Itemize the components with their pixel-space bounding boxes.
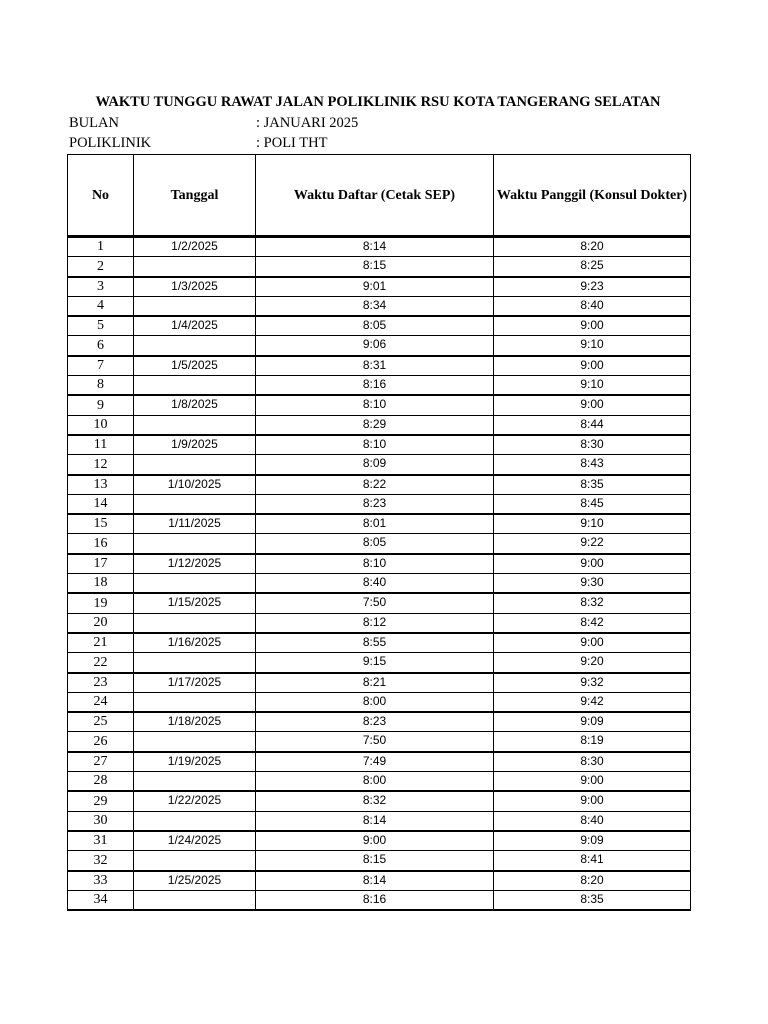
cell-tanggal: 1/2/2025 bbox=[134, 237, 256, 257]
cell-tanggal: 1/12/2025 bbox=[134, 554, 256, 574]
cell-tanggal: 1/5/2025 bbox=[134, 356, 256, 376]
cell-no: 8 bbox=[68, 376, 134, 396]
cell-waktu-daftar: 8:14 bbox=[256, 811, 494, 831]
cell-waktu-daftar: 8:32 bbox=[256, 791, 494, 811]
table-row bbox=[68, 772, 691, 792]
cell-waktu-daftar: 8:21 bbox=[256, 673, 494, 693]
table-row bbox=[68, 277, 691, 297]
cell-tanggal: 1/10/2025 bbox=[134, 475, 256, 495]
table-row bbox=[68, 732, 691, 752]
cell-waktu-daftar: 8:05 bbox=[256, 316, 494, 336]
cell-waktu-daftar: 9:15 bbox=[256, 653, 494, 673]
cell-waktu-daftar: 8:34 bbox=[256, 296, 494, 316]
cell-no: 11 bbox=[68, 435, 134, 455]
cell-waktu-daftar: 8:16 bbox=[256, 890, 494, 910]
cell-waktu-panggil: 8:35 bbox=[494, 475, 691, 495]
cell-tanggal bbox=[134, 772, 256, 792]
cell-waktu-panggil: 8:30 bbox=[494, 752, 691, 772]
cell-tanggal bbox=[134, 376, 256, 396]
cell-tanggal: 1/22/2025 bbox=[134, 791, 256, 811]
cell-tanggal: 1/17/2025 bbox=[134, 673, 256, 693]
cell-waktu-panggil: 8:32 bbox=[494, 593, 691, 613]
table-row bbox=[68, 435, 691, 455]
cell-waktu-daftar: 8:14 bbox=[256, 871, 494, 891]
cell-tanggal: 1/9/2025 bbox=[134, 435, 256, 455]
table-row bbox=[68, 336, 691, 356]
cell-waktu-panggil: 8:19 bbox=[494, 732, 691, 752]
cell-waktu-panggil: 8:20 bbox=[494, 237, 691, 257]
cell-waktu-panggil: 9:00 bbox=[494, 791, 691, 811]
cell-waktu-daftar: 8:01 bbox=[256, 514, 494, 534]
cell-waktu-daftar: 7:50 bbox=[256, 593, 494, 613]
cell-no: 12 bbox=[68, 455, 134, 475]
cell-waktu-daftar: 7:50 bbox=[256, 732, 494, 752]
cell-tanggal: 1/11/2025 bbox=[134, 514, 256, 534]
cell-no: 6 bbox=[68, 336, 134, 356]
cell-waktu-daftar: 8:40 bbox=[256, 574, 494, 594]
cell-no: 19 bbox=[68, 593, 134, 613]
document-title: WAKTU TUNGGU RAWAT JALAN POLIKLINIK RSU KOTA TANGERANG SELATAN bbox=[95, 94, 661, 110]
cell-tanggal bbox=[134, 653, 256, 673]
cell-waktu-panggil: 9:00 bbox=[494, 395, 691, 415]
cell-no: 18 bbox=[68, 574, 134, 594]
cell-tanggal: 1/16/2025 bbox=[134, 633, 256, 653]
cell-waktu-panggil: 8:45 bbox=[494, 494, 691, 514]
cell-waktu-panggil: 9:10 bbox=[494, 514, 691, 534]
cell-tanggal: 1/25/2025 bbox=[134, 871, 256, 891]
cell-waktu-daftar: 9:06 bbox=[256, 336, 494, 356]
table-row bbox=[68, 376, 691, 396]
cell-waktu-daftar: 8:10 bbox=[256, 554, 494, 574]
cell-tanggal bbox=[134, 732, 256, 752]
table-body bbox=[68, 237, 691, 911]
cell-waktu-daftar: 8:00 bbox=[256, 692, 494, 712]
cell-no: 15 bbox=[68, 514, 134, 534]
cell-waktu-daftar: 8:55 bbox=[256, 633, 494, 653]
table-row bbox=[68, 455, 691, 475]
cell-no: 24 bbox=[68, 692, 134, 712]
cell-no: 10 bbox=[68, 415, 134, 435]
cell-waktu-panggil: 9:00 bbox=[494, 772, 691, 792]
cell-tanggal: 1/8/2025 bbox=[134, 395, 256, 415]
cell-waktu-daftar: 8:15 bbox=[256, 257, 494, 277]
cell-no: 16 bbox=[68, 534, 134, 554]
table-row bbox=[68, 475, 691, 495]
cell-tanggal bbox=[134, 534, 256, 554]
cell-waktu-daftar: 8:05 bbox=[256, 534, 494, 554]
cell-no: 32 bbox=[68, 851, 134, 871]
cell-waktu-panggil: 9:00 bbox=[494, 356, 691, 376]
table-row bbox=[68, 593, 691, 613]
cell-tanggal: 1/15/2025 bbox=[134, 593, 256, 613]
bulan-label: BULAN bbox=[69, 115, 119, 131]
cell-waktu-panggil: 9:20 bbox=[494, 653, 691, 673]
poliklinik-label: POLIKLINIK bbox=[69, 135, 152, 151]
cell-waktu-daftar: 8:29 bbox=[256, 415, 494, 435]
cell-no: 2 bbox=[68, 257, 134, 277]
cell-tanggal: 1/3/2025 bbox=[134, 277, 256, 297]
table-row bbox=[68, 673, 691, 693]
cell-no: 23 bbox=[68, 673, 134, 693]
cell-no: 25 bbox=[68, 712, 134, 732]
cell-waktu-panggil: 8:20 bbox=[494, 871, 691, 891]
table-row bbox=[68, 692, 691, 712]
cell-tanggal bbox=[134, 811, 256, 831]
cell-waktu-daftar: 8:14 bbox=[256, 237, 494, 257]
cell-waktu-daftar: 8:22 bbox=[256, 475, 494, 495]
cell-tanggal: 1/24/2025 bbox=[134, 831, 256, 851]
table-header-row bbox=[68, 155, 691, 237]
cell-waktu-daftar: 9:00 bbox=[256, 831, 494, 851]
cell-waktu-daftar: 8:09 bbox=[256, 455, 494, 475]
cell-tanggal bbox=[134, 455, 256, 475]
cell-waktu-daftar: 8:00 bbox=[256, 772, 494, 792]
header-waktu-daftar: Waktu Daftar (Cetak SEP) bbox=[256, 155, 494, 237]
cell-waktu-panggil: 9:00 bbox=[494, 633, 691, 653]
table-row bbox=[68, 653, 691, 673]
waiting-time-table bbox=[67, 154, 691, 911]
cell-waktu-panggil: 9:30 bbox=[494, 574, 691, 594]
cell-no: 3 bbox=[68, 277, 134, 297]
cell-no: 9 bbox=[68, 395, 134, 415]
cell-waktu-panggil: 8:35 bbox=[494, 890, 691, 910]
table-row bbox=[68, 811, 691, 831]
table-row bbox=[68, 514, 691, 534]
cell-no: 4 bbox=[68, 296, 134, 316]
cell-no: 13 bbox=[68, 475, 134, 495]
cell-waktu-panggil: 9:10 bbox=[494, 376, 691, 396]
header-tanggal: Tanggal bbox=[134, 155, 256, 237]
cell-no: 22 bbox=[68, 653, 134, 673]
table-row bbox=[68, 890, 691, 910]
cell-waktu-panggil: 9:09 bbox=[494, 712, 691, 732]
cell-tanggal: 1/19/2025 bbox=[134, 752, 256, 772]
table-row bbox=[68, 534, 691, 554]
cell-tanggal bbox=[134, 336, 256, 356]
table-row bbox=[68, 633, 691, 653]
cell-waktu-daftar: 8:23 bbox=[256, 494, 494, 514]
cell-waktu-panggil: 8:43 bbox=[494, 455, 691, 475]
cell-waktu-daftar: 8:10 bbox=[256, 435, 494, 455]
cell-tanggal bbox=[134, 494, 256, 514]
cell-no: 29 bbox=[68, 791, 134, 811]
cell-tanggal bbox=[134, 613, 256, 633]
cell-waktu-daftar: 8:31 bbox=[256, 356, 494, 376]
cell-no: 5 bbox=[68, 316, 134, 336]
table-row bbox=[68, 613, 691, 633]
cell-waktu-panggil: 8:41 bbox=[494, 851, 691, 871]
cell-waktu-panggil: 9:10 bbox=[494, 336, 691, 356]
table-row bbox=[68, 395, 691, 415]
cell-no: 28 bbox=[68, 772, 134, 792]
cell-tanggal bbox=[134, 574, 256, 594]
cell-no: 21 bbox=[68, 633, 134, 653]
cell-waktu-daftar: 8:16 bbox=[256, 376, 494, 396]
cell-waktu-panggil: 8:25 bbox=[494, 257, 691, 277]
cell-no: 26 bbox=[68, 732, 134, 752]
cell-waktu-panggil: 8:44 bbox=[494, 415, 691, 435]
header-waktu-panggil: Waktu Panggil (Konsul Dokter) bbox=[494, 155, 691, 237]
cell-waktu-panggil: 9:32 bbox=[494, 673, 691, 693]
bulan-value: : JANUARI 2025 bbox=[256, 115, 359, 131]
cell-tanggal bbox=[134, 415, 256, 435]
cell-waktu-daftar: 8:10 bbox=[256, 395, 494, 415]
cell-waktu-daftar: 9:01 bbox=[256, 277, 494, 297]
cell-no: 20 bbox=[68, 613, 134, 633]
table-row bbox=[68, 316, 691, 336]
cell-waktu-panggil: 9:09 bbox=[494, 831, 691, 851]
cell-waktu-panggil: 8:40 bbox=[494, 811, 691, 831]
cell-tanggal bbox=[134, 257, 256, 277]
cell-waktu-daftar: 8:12 bbox=[256, 613, 494, 633]
table-row bbox=[68, 296, 691, 316]
table-row bbox=[68, 712, 691, 732]
cell-waktu-daftar: 7:49 bbox=[256, 752, 494, 772]
cell-no: 34 bbox=[68, 890, 134, 910]
table-row bbox=[68, 257, 691, 277]
cell-no: 14 bbox=[68, 494, 134, 514]
cell-no: 17 bbox=[68, 554, 134, 574]
cell-waktu-panggil: 9:00 bbox=[494, 316, 691, 336]
cell-tanggal: 1/4/2025 bbox=[134, 316, 256, 336]
table-row bbox=[68, 237, 691, 257]
cell-waktu-panggil: 9:00 bbox=[494, 554, 691, 574]
cell-no: 33 bbox=[68, 871, 134, 891]
cell-waktu-panggil: 8:40 bbox=[494, 296, 691, 316]
cell-tanggal bbox=[134, 890, 256, 910]
cell-tanggal bbox=[134, 851, 256, 871]
cell-waktu-daftar: 8:15 bbox=[256, 851, 494, 871]
cell-waktu-panggil: 9:23 bbox=[494, 277, 691, 297]
poliklinik-value: : POLI THT bbox=[256, 135, 328, 151]
cell-waktu-panggil: 9:22 bbox=[494, 534, 691, 554]
cell-no: 1 bbox=[68, 237, 134, 257]
table-row bbox=[68, 574, 691, 594]
cell-no: 30 bbox=[68, 811, 134, 831]
cell-waktu-panggil: 9:42 bbox=[494, 692, 691, 712]
table-row bbox=[68, 554, 691, 574]
cell-no: 7 bbox=[68, 356, 134, 376]
cell-tanggal bbox=[134, 692, 256, 712]
table-row bbox=[68, 415, 691, 435]
table-row bbox=[68, 791, 691, 811]
cell-tanggal bbox=[134, 296, 256, 316]
table-row bbox=[68, 831, 691, 851]
cell-tanggal: 1/18/2025 bbox=[134, 712, 256, 732]
cell-waktu-daftar: 8:23 bbox=[256, 712, 494, 732]
table-row bbox=[68, 356, 691, 376]
table-row bbox=[68, 752, 691, 772]
cell-waktu-panggil: 8:30 bbox=[494, 435, 691, 455]
header-no: No bbox=[68, 155, 134, 237]
table-row bbox=[68, 494, 691, 514]
cell-waktu-panggil: 8:42 bbox=[494, 613, 691, 633]
cell-no: 31 bbox=[68, 831, 134, 851]
cell-no: 27 bbox=[68, 752, 134, 772]
table-row bbox=[68, 851, 691, 871]
table-row bbox=[68, 871, 691, 891]
